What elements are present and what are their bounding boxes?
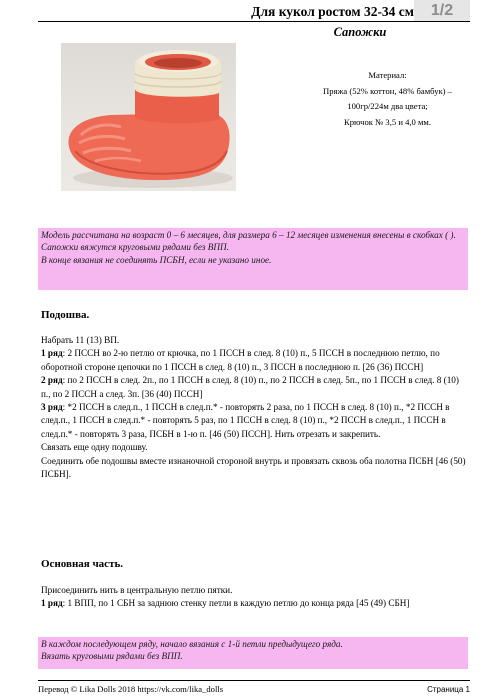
sole-row-2-text: : по 2 ПССН в след. 2п., по 1 ПССН в след. 8 (10) п., по 2 ПССН в след. 5п., по 1 ПССН в след. 8 (10) п., по 2 ПССН а след. 3п. [36 (40) ПССН] [41,375,459,399]
section-sole-title: Подошва. [41,309,90,321]
section-sole-text [41,334,468,481]
materials-hook: Крючок № 3,5 и 4,0 мм. [344,116,431,127]
main-row-1-label: 1 ряд [41,598,63,609]
footer-page-number: Страница 1 [427,685,470,694]
bootie-photo [61,43,236,191]
notes-top-box [38,228,468,290]
sole-row-1-label: 1 ряд [41,348,63,359]
sole-row-2 [41,374,468,401]
main-row-1-text: : 1 ВПП, по 1 СБН за заднюю стенку петли в каждую петлю до конца ряда [45 (49) СБН] [62,598,410,609]
note-next-row: В каждом последующем ряду, начало вязания с 1-й петли предыдущего ряда. [41,639,343,649]
footer-rule [38,680,470,681]
notes-bottom-box [38,637,468,669]
page-title: Для кукол ростом 32-34 см [251,4,414,19]
sole-line-b: Соединить обе подошвы вместе изнаночной стороной внутрь и провязать сквозь оба полотна ПСБН [46 (50) ПСБН]. [41,455,466,480]
note-rounds-bottom: Вязать круговыми рядами без ВПП. [41,651,183,662]
sole-row-3-label: 3 ряд [41,402,63,413]
note-size: Модель рассчитана на возраст 0 – 6 месяцев, для размера 6 – 12 месяцев изменения внесены в скобках ( ). [41,230,456,240]
materials-heading: Материал: [368,70,407,80]
note-rounds: Сапожки вяжутся круговыми рядами без ВПП. [41,242,229,253]
page-header [38,0,470,22]
sole-row-1-text: : 2 ПССН во 2-ю петлю от крючка, по 1 ПССН в след. 8 (10) п., 5 ПССН в последнюю петлю, по оборотной стороне цепочки по 1 ПССН в след. 8 (10) п., 3 ПССН в последнюю п. [26 (36) ПССН] [41,348,440,372]
bootie-illustration [61,43,236,191]
section-main-text [41,584,468,611]
sole-row-1 [41,347,468,374]
main-line-a: Присоединить нить в центральную петлю пятки. [41,585,233,595]
note-join: В конце вязания не соединять ПСБН, если не указано иное. [41,254,272,265]
sole-row-2-label: 2 ряд [41,375,63,386]
sole-row-3-text: : *2 ПССН в след.п., 1 ПССН в след.п.* - повторять 2 раза, по 1 ПССН в след. 8 (10) п., *2 ПССН в след.п., 1 ПССН в след.п.* - повторять 5 раз, по 1 ПССН в след. 8 (10) п., *2 ПССН в след.п., 1 ПССН в след.п.* - повторять 3 раза, ПСБН в 1-ю п. [46 (50) ПССН]. Нить отрезать и закрепить. [41,402,450,439]
sole-row-3 [41,401,468,441]
page-indicator: 1/2 [414,0,470,21]
main-row-1 [41,597,468,610]
sole-cast-on: Набрать 11 (13) ВП. [41,335,120,345]
sole-line-a: Связать еще одну подошву. [41,442,148,453]
materials-amount: 100гр/224м два цвета; [347,101,428,111]
pattern-title: Сапожки [333,25,387,39]
header-rule [38,21,470,22]
footer-credit: Перевод © Lika Dolls 2018 https://vk.com/lika_dolls [38,684,224,694]
materials-yarn: Пряжа (52% коттон, 48% бамбук) – [323,85,452,96]
materials-block [300,68,475,130]
section-main-title: Основная часть. [41,558,124,570]
